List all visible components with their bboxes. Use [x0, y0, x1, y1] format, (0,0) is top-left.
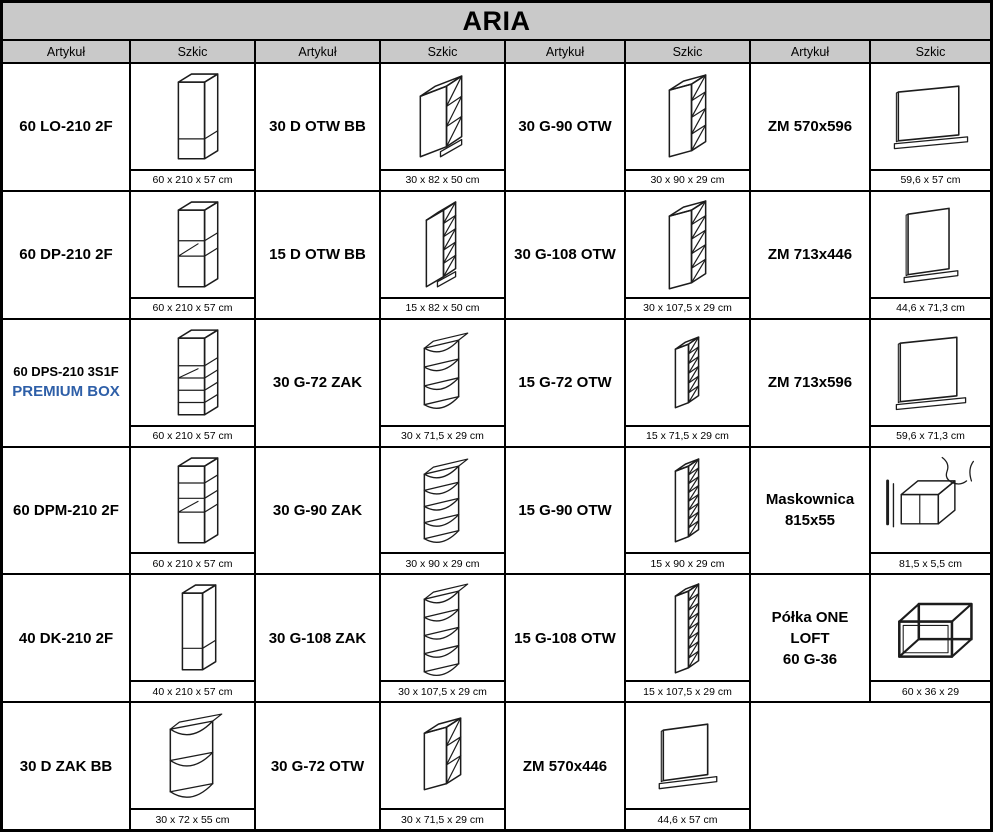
loft-shelf-frame-icon [872, 576, 989, 679]
article-cell [751, 64, 869, 190]
article-name: 30 D ZAK BB [19, 757, 113, 775]
tall-narrow-cabinet-icon [132, 576, 253, 679]
sketch-cell [626, 448, 749, 574]
article-name: 30 G-90 OTW [518, 118, 612, 136]
article-cell [256, 703, 379, 829]
wall-open-shelf-3-icon [382, 704, 503, 807]
dimensions-label: 15 x 82 x 50 cm [381, 297, 504, 318]
sketch-cell [381, 192, 504, 318]
article-name: 30 G-72 OTW [270, 757, 365, 775]
wall-open-shelf-4-icon [627, 65, 748, 168]
column-header-szkic-3: Szkic [871, 41, 990, 62]
dimensions-label: 30 x 71,5 x 29 cm [381, 808, 504, 829]
sketch-cell [131, 448, 254, 574]
article-name: 30 G-108 ZAK [268, 629, 367, 647]
empty-cell [751, 703, 990, 829]
sketch-cell [871, 448, 990, 574]
base-open-shelf-narrow-icon [382, 193, 503, 296]
tall-microwave-cabinet-icon [132, 449, 253, 552]
wall-open-shelf-narrow-8-icon [627, 449, 748, 552]
corner-base-shelf-3-icon [132, 704, 253, 807]
column-header-artykul-2: Artykuł [506, 41, 624, 62]
wall-open-shelf-5-icon [627, 193, 748, 296]
dimensions-label: 60 x 210 x 57 cm [131, 297, 254, 318]
sketch-cell [871, 320, 990, 446]
sketch-cell [381, 703, 504, 829]
article-name: 15 G-90 OTW [518, 501, 612, 519]
dimensions-label: 40 x 210 x 57 cm [131, 680, 254, 701]
article-name: 60 DPS-210 3S1F [13, 363, 119, 379]
dimensions-label: 15 x 107,5 x 29 cm [626, 680, 749, 701]
dimensions-label: 30 x 72 x 55 cm [131, 808, 254, 829]
sketch-cell [626, 703, 749, 829]
corner-shelf-5-icon [382, 449, 503, 552]
sketch-cell [131, 320, 254, 446]
dimensions-label: 30 x 90 x 29 cm [626, 169, 749, 190]
sketch-cell [626, 64, 749, 190]
dimensions-label: 59,6 x 57 cm [871, 169, 990, 190]
wall-open-shelf-narrow-6-icon [627, 321, 748, 424]
front-panel-570x596-icon [872, 65, 989, 168]
dimensions-label: 15 x 71,5 x 29 cm [626, 425, 749, 446]
article-name: 30 G-90 ZAK [272, 501, 363, 519]
article-name: 60 LO-210 2F [19, 118, 113, 136]
wall-open-shelf-narrow-9-icon [627, 576, 748, 679]
sketch-cell [626, 320, 749, 446]
article-name: ZM 570x446 [522, 757, 608, 775]
article-cell [3, 192, 129, 318]
article-name: 30 G-72 ZAK [272, 374, 363, 392]
dimensions-label: 44,6 x 71,3 cm [871, 297, 990, 318]
dimensions-label: 30 x 107,5 x 29 cm [626, 297, 749, 318]
masking-panel-icon [872, 449, 989, 552]
sketch-cell [381, 64, 504, 190]
sketch-cell [131, 64, 254, 190]
sketch-cell [871, 64, 990, 190]
sketch-cell [626, 575, 749, 701]
article-cell [751, 192, 869, 318]
sketch-cell [131, 703, 254, 829]
article-cell [506, 192, 624, 318]
article-cell [3, 575, 129, 701]
dimensions-label: 30 x 71,5 x 29 cm [381, 425, 504, 446]
article-cell [3, 703, 129, 829]
sketch-cell [626, 192, 749, 318]
article-name: 60 G-36 [782, 650, 838, 668]
dimensions-label: 60 x 210 x 57 cm [131, 552, 254, 573]
sketch-cell [131, 575, 254, 701]
article-cell [751, 320, 869, 446]
dimensions-label: 30 x 90 x 29 cm [381, 552, 504, 573]
tall-oven-drawer-cabinet-icon [132, 321, 253, 424]
article-cell [256, 575, 379, 701]
front-panel-713x446-icon [872, 193, 989, 296]
tall-cabinet-2f-icon [132, 65, 253, 168]
article-name: Maskownica [765, 491, 855, 509]
article-cell [3, 448, 129, 574]
article-cell [506, 64, 624, 190]
article-cell [256, 192, 379, 318]
article-cell [506, 575, 624, 701]
article-name: ZM 713x446 [767, 246, 853, 264]
article-name: ZM 713x596 [767, 374, 853, 392]
column-header-szkic-1: Szkic [381, 41, 504, 62]
article-cell [506, 448, 624, 574]
front-panel-570x446-icon [627, 704, 748, 807]
article-name: Półka ONE LOFT [771, 608, 849, 647]
article-name: 40 DK-210 2F [18, 629, 114, 647]
column-header-artykul-1: Artykuł [256, 41, 379, 62]
front-panel-713x596-icon [872, 321, 989, 424]
dimensions-label: 44,6 x 57 cm [626, 808, 749, 829]
article-cell [256, 320, 379, 446]
article-name: 30 D OTW BB [269, 118, 366, 136]
article-cell [256, 448, 379, 574]
article-premium-label: PREMIUM BOX [12, 383, 120, 401]
article-cell [751, 575, 869, 701]
dimensions-label: 59,6 x 71,3 cm [871, 425, 990, 446]
article-name: 815x55 [784, 512, 836, 530]
base-open-shelf-icon [382, 65, 503, 168]
sketch-cell [381, 320, 504, 446]
column-header-szkic-0: Szkic [131, 41, 254, 62]
dimensions-label: 81,5 x 5,5 cm [871, 552, 990, 573]
sketch-cell [131, 192, 254, 318]
article-name: 60 DPM-210 2F [13, 501, 119, 519]
column-header-artykul-3: Artykuł [751, 41, 869, 62]
article-name: 15 D OTW BB [269, 246, 366, 264]
article-cell [3, 64, 129, 190]
article-name: 15 G-72 OTW [518, 374, 612, 392]
sketch-cell [381, 448, 504, 574]
dimensions-label: 60 x 210 x 57 cm [131, 169, 254, 190]
article-cell [506, 320, 624, 446]
dimensions-label: 60 x 210 x 57 cm [131, 425, 254, 446]
dimensions-label: 30 x 107,5 x 29 cm [381, 680, 504, 701]
article-cell [751, 448, 869, 574]
sketch-cell [381, 575, 504, 701]
article-cell [506, 703, 624, 829]
sketch-cell [871, 192, 990, 318]
column-header-szkic-2: Szkic [626, 41, 749, 62]
dimensions-label: 60 x 36 x 29 [871, 680, 990, 701]
catalog-table [3, 3, 990, 829]
article-cell [256, 64, 379, 190]
article-name: 30 G-108 OTW [514, 246, 616, 264]
dimensions-label: 15 x 90 x 29 cm [626, 552, 749, 573]
page-title: ARIA [3, 3, 990, 39]
article-name: 15 G-108 OTW [514, 629, 616, 647]
column-header-artykul-0: Artykuł [3, 41, 129, 62]
sketch-cell [871, 575, 990, 701]
dimensions-label: 30 x 82 x 50 cm [381, 169, 504, 190]
article-name: ZM 570x596 [767, 118, 853, 136]
article-name: 60 DP-210 2F [19, 246, 113, 264]
tall-oven-cabinet-icon [132, 193, 253, 296]
corner-shelf-6-icon [382, 576, 503, 679]
article-cell [3, 320, 129, 446]
corner-shelf-4-icon [382, 321, 503, 424]
